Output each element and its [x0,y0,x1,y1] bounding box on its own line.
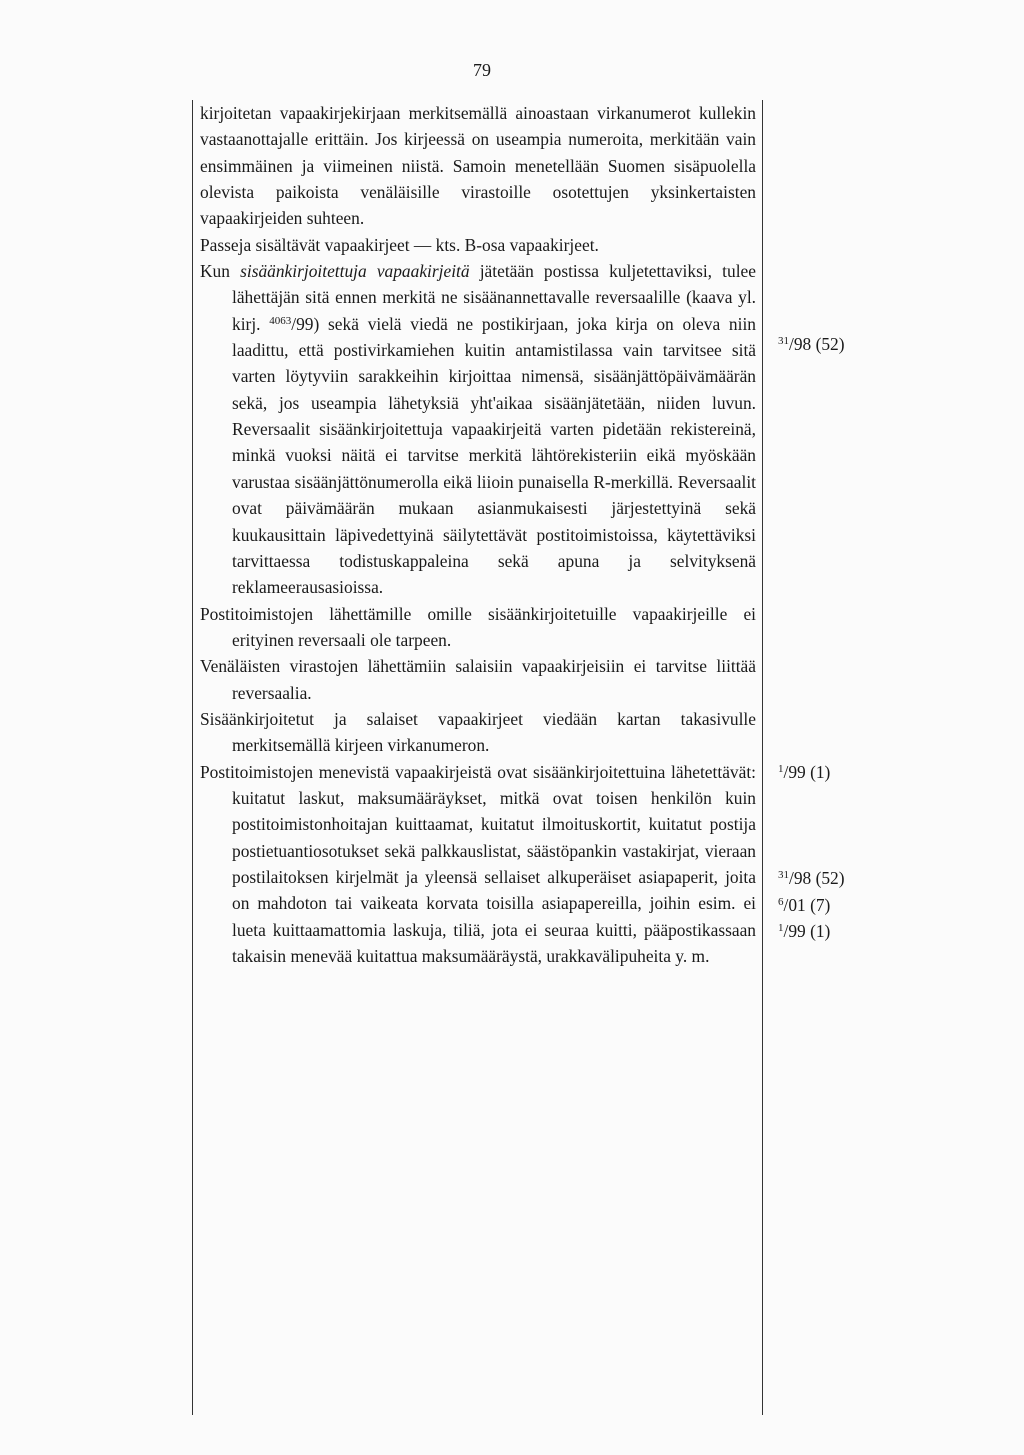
margin-reference [778,762,830,783]
paragraph-passeja: Passeja sisältävät vapaakirjeet — kts. B-osa vapaakirjeet. [200,234,599,255]
margin-reference [778,921,830,942]
margin-reference [778,334,845,355]
margin-reference-text: /98 (52) [789,868,845,888]
paragraph-postitoimistojen-omille: Postitoimistojen lähettämille omille sisäänkirjoitetuille vapaakirjeille ei erityinen reversaali ole tarpeen. [200,603,756,650]
reference-superscript: 4063 [269,314,292,327]
margin-reference-text: /99 (1) [783,762,831,782]
margin-reference [778,868,845,889]
page-number: 79 [473,60,491,80]
paragraph-venalaisten: Venäläisten virastojen lähettämiin salaisiin vapaakirjeisiin ei tarvitse liittää reversaalia. [200,656,756,703]
paragraph-sisaankirjoitetut: Sisäänkirjoitetut ja salaiset vapaakirjeet viedään kartan takasivulle merkitsemällä kirjeen virkanumeron. [200,708,756,756]
margin-reference [778,895,830,916]
margin-reference-text: /98 (52) [789,334,845,354]
margin-reference-sup: 1 [778,763,784,775]
paragraph-italic-term: sisäänkirjoitettuja vapaakirjeitä [240,261,470,282]
paragraph-sisaankirjoitettuja [200,258,756,600]
main-text-column [200,100,756,969]
paragraph-continuation: kirjoitetan vapaakirjekirjaan merkitsemällä ainoastaan virkanumerot kullekin vastaanottajalle erittäin. Jos kirjeessä on useampia numeroita, merkitään vain ensimmäinen ja viimeinen niistä. Samoin menetellään Suomen sisäpuolella olevista paikoista venäläisille virastoille osotettujen yksinkertaisten vapaakirjeiden suhteen. [200,103,756,229]
left-column-rule [192,100,193,1415]
margin-reference-sup: 1 [778,922,784,934]
margin-reference-sup: 6 [778,896,784,908]
right-column-rule [762,100,763,1415]
margin-reference-text: /01 (7) [783,895,831,915]
margin-reference-sup: 31 [778,335,789,347]
margin-reference-sup: 31 [778,869,789,881]
paragraph-lead: Kun [200,261,241,282]
margin-reference-text: /99 (1) [783,921,831,941]
paragraph-body: jätetään postissa kuljetettaviksi, tulee lähettäjän sitä ennen merkitä ne sisäänannettavalle reversaalille (kaava yl. kirj. [232,261,756,334]
paragraph-body-rest: /99) sekä vielä viedä ne postikirjaan, joka kirja on oleva niin laadittu, että postivirkamiehen kuitin antamistilassa vain tarvitsee sitä varten löytyviin sarakkeihin kirjoittaa nimensä, sisäänjättöpäivämäärän sekä, jos useampia lähetyksiä yht'aikaa sisäänjätetään, niiden luvun. Reversaalit sisäänkirjoitettuja vapaakirjeitä varten pidetään rekistereinä, minkä vuoksi näitä ei tarvitse merkitä lähtörekisteriin eikä myöskään varustaa sisäänjättönumerolla eikä liioin punaisella R-merkillä. Reversaalit ovat päivämäärän mukaan asianmukaisesti järjestettyinä sekä kuukausittain läpivedettyinä säilytettävät postitoimistoissa, käytettäviksi tarvittaessa todistuskappaleina sekä apuna ja selvityksenä reklameerausasioissa. [232,313,756,598]
paragraph-postitoimistojen-menevista: Postitoimistojen menevistä vapaakirjeistä ovat sisäänkirjoitettuina lähetettävät: kuitatut laskut, maksumääräykset, mitkä ovat toisen henkilön kuin postitoimistonhoitajan kuittaamat, kuitatut ilmoituskortit, kuitatut postija postietuantiosotukset sekä palkkauslistat, säästöpankin vastakirjat, vieraan postilaitoksen kirjelmät ja yleensä sellaiset alkuperäiset asiapaperit, joita on mahdoton tai vaikeata korvata toisilla asiapapereilla, joihin esim. ei lueta kuittaamattomia laskuja, tiliä, jota ei seuraa kuitti, pääpostikassaan takaisin menevää kuitattua maksumääräystä, urakkavälipuheita y. m. [200,761,756,966]
